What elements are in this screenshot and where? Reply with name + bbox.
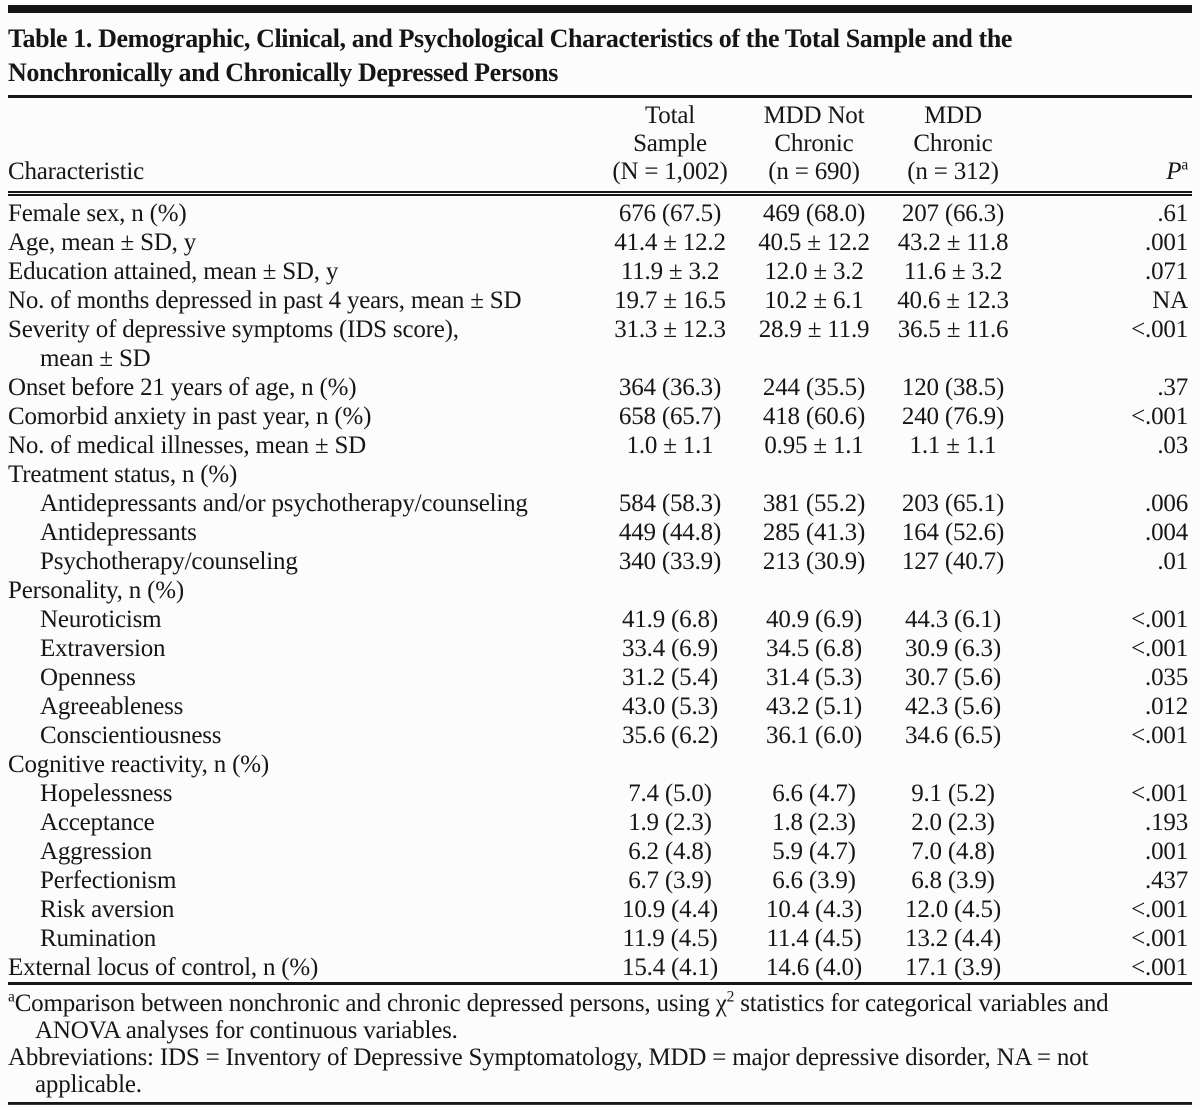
cell-total-sample: 35.6 (6.2) xyxy=(622,722,718,749)
table-row xyxy=(8,194,1192,229)
cell-p-value: .437 xyxy=(1145,867,1188,894)
cell-total-sample xyxy=(594,750,746,779)
row-label: Aggression xyxy=(40,838,152,865)
cell-mdd-chronic: 30.7 (5.6) xyxy=(905,664,1001,691)
cell-total-sample: 7.4 (5.0) xyxy=(628,780,712,807)
cell-mdd-chronic: 34.6 (6.5) xyxy=(905,722,1001,749)
section-row xyxy=(8,576,1192,605)
cell-mdd-chronic: 11.6 ± 3.2 xyxy=(903,258,1003,285)
table-row xyxy=(8,866,1192,895)
cell-mdd-not-chronic: 40.5 ± 12.2 xyxy=(758,229,870,256)
row-label: Female sex, n (%) xyxy=(8,200,187,227)
row-label: Cognitive reactivity, n (%) xyxy=(8,751,269,778)
cell-p-value: <.001 xyxy=(1131,606,1188,633)
row-label: External locus of control, n (%) xyxy=(8,954,319,981)
cell-mdd-chronic: 12.0 (4.5) xyxy=(905,896,1001,923)
cell-p-value: .03 xyxy=(1157,432,1188,459)
cell-mdd-chronic xyxy=(882,576,1024,605)
table-row xyxy=(8,431,1192,460)
cell-mdd-chronic: 127 (40.7) xyxy=(901,548,1005,575)
col-header-total-sample: Total Sample (N = 1,002) xyxy=(594,98,746,194)
row-label: Extraversion xyxy=(40,635,166,662)
table-title-line2: Nonchronically and Chronically Depressed Persons xyxy=(8,58,558,87)
cell-total-sample: 658 (65.7) xyxy=(618,403,722,430)
cell-p-value: .001 xyxy=(1145,838,1188,865)
cell-total-sample: 1.9 (2.3) xyxy=(628,809,712,836)
cell-mdd-chronic xyxy=(882,750,1024,779)
cell-p-value: .006 xyxy=(1145,490,1188,517)
row-label: Comorbid anxiety in past year, n (%) xyxy=(8,403,372,430)
cell-p-value: <.001 xyxy=(1131,780,1188,807)
table-row xyxy=(8,692,1192,721)
table-bottom-rule xyxy=(8,1102,1192,1105)
table-row xyxy=(8,837,1192,866)
table-row xyxy=(8,373,1192,402)
table-row xyxy=(8,228,1192,257)
cell-p-value: <.001 xyxy=(1131,316,1188,343)
cell-total-sample: 15.4 (4.1) xyxy=(622,954,718,981)
characteristics-table xyxy=(8,98,1192,982)
cell-mdd-not-chronic xyxy=(746,576,882,605)
table-title xyxy=(8,22,1192,90)
table-top-heavy-rule xyxy=(8,5,1192,13)
cell-mdd-chronic xyxy=(882,460,1024,489)
cell-total-sample: 340 (33.9) xyxy=(618,548,722,575)
cell-mdd-chronic: 30.9 (6.3) xyxy=(905,635,1001,662)
cell-p-value: <.001 xyxy=(1131,403,1188,430)
table-row xyxy=(8,721,1192,750)
row-label: Antidepressants xyxy=(40,519,197,546)
cell-total-sample: 584 (58.3) xyxy=(618,490,722,517)
cell-mdd-not-chronic: 285 (41.3) xyxy=(762,519,866,546)
table-row xyxy=(8,402,1192,431)
row-label: Psychotherapy/counseling xyxy=(40,548,298,575)
footnote-abbreviations: Abbreviations: IDS = Inventory of Depressive Symptomatology, MDD = major depressive disorder, NA = not applicable. xyxy=(8,1044,1089,1098)
footnotes xyxy=(8,990,1192,1098)
cell-mdd-not-chronic: 14.6 (4.0) xyxy=(766,954,862,981)
row-label: Risk aversion xyxy=(40,896,175,923)
row-label: Openness xyxy=(40,664,136,691)
cell-total-sample: 11.9 (4.5) xyxy=(622,925,718,952)
cell-total-sample: 449 (44.8) xyxy=(618,519,722,546)
cell-mdd-not-chronic: 34.5 (6.8) xyxy=(766,635,862,662)
cell-mdd-not-chronic: 43.2 (5.1) xyxy=(766,693,862,720)
table-row xyxy=(8,315,1192,373)
cell-p-value: <.001 xyxy=(1131,722,1188,749)
row-label: Education attained, mean ± SD, y xyxy=(8,258,339,285)
cell-mdd-chronic: 36.5 ± 11.6 xyxy=(897,316,1009,343)
table-row xyxy=(8,286,1192,315)
table-row xyxy=(8,489,1192,518)
cell-mdd-not-chronic: 5.9 (4.7) xyxy=(772,838,856,865)
row-label: No. of medical illnesses, mean ± SD xyxy=(8,432,367,459)
cell-total-sample: 676 (67.5) xyxy=(618,200,722,227)
cell-p-value xyxy=(1024,576,1192,605)
cell-mdd-not-chronic: 11.4 (4.5) xyxy=(766,925,862,952)
table-row xyxy=(8,895,1192,924)
cell-total-sample xyxy=(594,460,746,489)
cell-mdd-not-chronic: 28.9 ± 11.9 xyxy=(758,316,870,343)
cell-p-value: NA xyxy=(1152,287,1188,314)
cell-mdd-not-chronic xyxy=(746,750,882,779)
cell-mdd-not-chronic: 418 (60.6) xyxy=(762,403,866,430)
cell-total-sample: 6.2 (4.8) xyxy=(628,838,712,865)
cell-mdd-chronic: 120 (38.5) xyxy=(901,374,1005,401)
cell-total-sample: 11.9 ± 3.2 xyxy=(620,258,720,285)
header-row xyxy=(8,98,1192,194)
row-label: Acceptance xyxy=(40,809,155,836)
cell-mdd-chronic: 9.1 (5.2) xyxy=(911,780,995,807)
table-row xyxy=(8,924,1192,953)
cell-mdd-chronic: 2.0 (2.3) xyxy=(911,809,995,836)
cell-total-sample: 31.3 ± 12.3 xyxy=(614,316,726,343)
row-label: Onset before 21 years of age, n (%) xyxy=(8,374,357,401)
cell-mdd-not-chronic: 1.8 (2.3) xyxy=(772,809,856,836)
section-row xyxy=(8,460,1192,489)
cell-mdd-chronic: 1.1 ± 1.1 xyxy=(909,432,997,459)
cell-total-sample: 31.2 (5.4) xyxy=(622,664,718,691)
cell-mdd-chronic: 44.3 (6.1) xyxy=(905,606,1001,633)
cell-mdd-not-chronic: 40.9 (6.9) xyxy=(766,606,862,633)
cell-total-sample: 10.9 (4.4) xyxy=(622,896,718,923)
cell-total-sample: 43.0 (5.3) xyxy=(622,693,718,720)
cell-p-value: .071 xyxy=(1145,258,1188,285)
cell-mdd-not-chronic: 213 (30.9) xyxy=(762,548,866,575)
cell-mdd-chronic: 207 (66.3) xyxy=(901,200,1005,227)
cell-mdd-chronic: 43.2 ± 11.8 xyxy=(897,229,1009,256)
table-row xyxy=(8,257,1192,286)
row-label-wrap: mean ± SD xyxy=(40,345,151,372)
cell-total-sample: 41.4 ± 12.2 xyxy=(614,229,726,256)
cell-mdd-not-chronic: 36.1 (6.0) xyxy=(766,722,862,749)
cell-p-value: <.001 xyxy=(1131,635,1188,662)
row-label: Antidepressants and/or psychotherapy/counseling xyxy=(40,490,528,517)
row-label: Treatment status, n (%) xyxy=(8,461,238,488)
row-label: Neuroticism xyxy=(40,606,162,633)
cell-total-sample: 33.4 (6.9) xyxy=(622,635,718,662)
cell-mdd-not-chronic: 381 (55.2) xyxy=(762,490,866,517)
cell-mdd-not-chronic: 6.6 (4.7) xyxy=(772,780,856,807)
col-header-characteristic: Characteristic xyxy=(8,98,594,194)
cell-mdd-not-chronic: 12.0 ± 3.2 xyxy=(764,258,864,285)
cell-mdd-not-chronic: 0.95 ± 1.1 xyxy=(764,432,864,459)
table-row xyxy=(8,518,1192,547)
cell-mdd-chronic: 203 (65.1) xyxy=(901,490,1005,517)
cell-mdd-chronic: 17.1 (3.9) xyxy=(905,954,1001,981)
cell-p-value: .61 xyxy=(1157,200,1188,227)
cell-total-sample: 364 (36.3) xyxy=(618,374,722,401)
cell-mdd-chronic: 13.2 (4.4) xyxy=(905,925,1001,952)
table-row xyxy=(8,605,1192,634)
row-label: Personality, n (%) xyxy=(8,577,184,604)
cell-total-sample: 41.9 (6.8) xyxy=(622,606,718,633)
cell-p-value xyxy=(1024,750,1192,779)
col-header-p-value: $P^a$ xyxy=(1024,98,1192,194)
cell-p-value xyxy=(1024,460,1192,489)
cell-p-value: .012 xyxy=(1145,693,1188,720)
row-label: Hopelessness xyxy=(40,780,173,807)
cell-total-sample: 1.0 ± 1.1 xyxy=(626,432,714,459)
cell-p-value: .004 xyxy=(1145,519,1188,546)
cell-p-value: .01 xyxy=(1157,548,1188,575)
cell-mdd-not-chronic: 31.4 (5.3) xyxy=(766,664,862,691)
cell-mdd-chronic: 240 (76.9) xyxy=(901,403,1005,430)
cell-p-value: .193 xyxy=(1145,809,1188,836)
row-label: Agreeableness xyxy=(40,693,184,720)
row-label: Conscientiousness xyxy=(40,722,222,749)
table-header xyxy=(8,98,1192,194)
table-row xyxy=(8,953,1192,982)
cell-p-value: .035 xyxy=(1145,664,1188,691)
footnote-a: $^a$Comparison between nonchronic and chronic depressed persons, using $\chi^2$ statistics for categorical variables and ANOVA analyses for continuous variables. xyxy=(8,988,1109,1044)
cell-p-value: <.001 xyxy=(1131,925,1188,952)
row-label: Age, mean ± SD, y xyxy=(8,229,197,256)
cell-mdd-not-chronic: 6.6 (3.9) xyxy=(772,867,856,894)
cell-mdd-chronic: 6.8 (3.9) xyxy=(911,867,995,894)
cell-mdd-not-chronic xyxy=(746,460,882,489)
table-row xyxy=(8,779,1192,808)
cell-total-sample: 6.7 (3.9) xyxy=(628,867,712,894)
section-row xyxy=(8,750,1192,779)
row-label: No. of months depressed in past 4 years, mean ± SD xyxy=(8,287,522,314)
cell-mdd-not-chronic: 244 (35.5) xyxy=(762,374,866,401)
row-label: Perfectionism xyxy=(40,867,177,894)
cell-total-sample xyxy=(594,576,746,605)
cell-mdd-not-chronic: 10.4 (4.3) xyxy=(766,896,862,923)
cell-mdd-not-chronic: 469 (68.0) xyxy=(762,200,866,227)
col-header-mdd-not-chronic: MDD Not Chronic (n = 690) xyxy=(746,98,882,194)
cell-mdd-not-chronic: 10.2 ± 6.1 xyxy=(764,287,864,314)
table-row xyxy=(8,663,1192,692)
cell-mdd-chronic: 164 (52.6) xyxy=(901,519,1005,546)
row-label: Rumination xyxy=(40,925,157,952)
col-header-mdd-chronic: MDD Chronic (n = 312) xyxy=(882,98,1024,194)
table-body xyxy=(8,194,1192,983)
cell-p-value: .001 xyxy=(1145,229,1188,256)
cell-p-value: .37 xyxy=(1157,374,1188,401)
table-row xyxy=(8,547,1192,576)
cell-mdd-chronic: 40.6 ± 12.3 xyxy=(897,287,1009,314)
row-label: Severity of depressive symptoms (IDS score), mean ± SD xyxy=(8,315,594,373)
cell-p-value: <.001 xyxy=(1131,896,1188,923)
footnote-rule xyxy=(8,982,1192,985)
table-row xyxy=(8,634,1192,663)
table-row xyxy=(8,808,1192,837)
cell-mdd-chronic: 7.0 (4.8) xyxy=(911,838,995,865)
cell-p-value: <.001 xyxy=(1131,954,1188,981)
cell-mdd-chronic: 42.3 (5.6) xyxy=(905,693,1001,720)
table-title-line1: Table 1. Demographic, Clinical, and Psychological Characteristics of the Total Sample and the xyxy=(8,24,1013,53)
cell-total-sample: 19.7 ± 16.5 xyxy=(614,287,726,314)
